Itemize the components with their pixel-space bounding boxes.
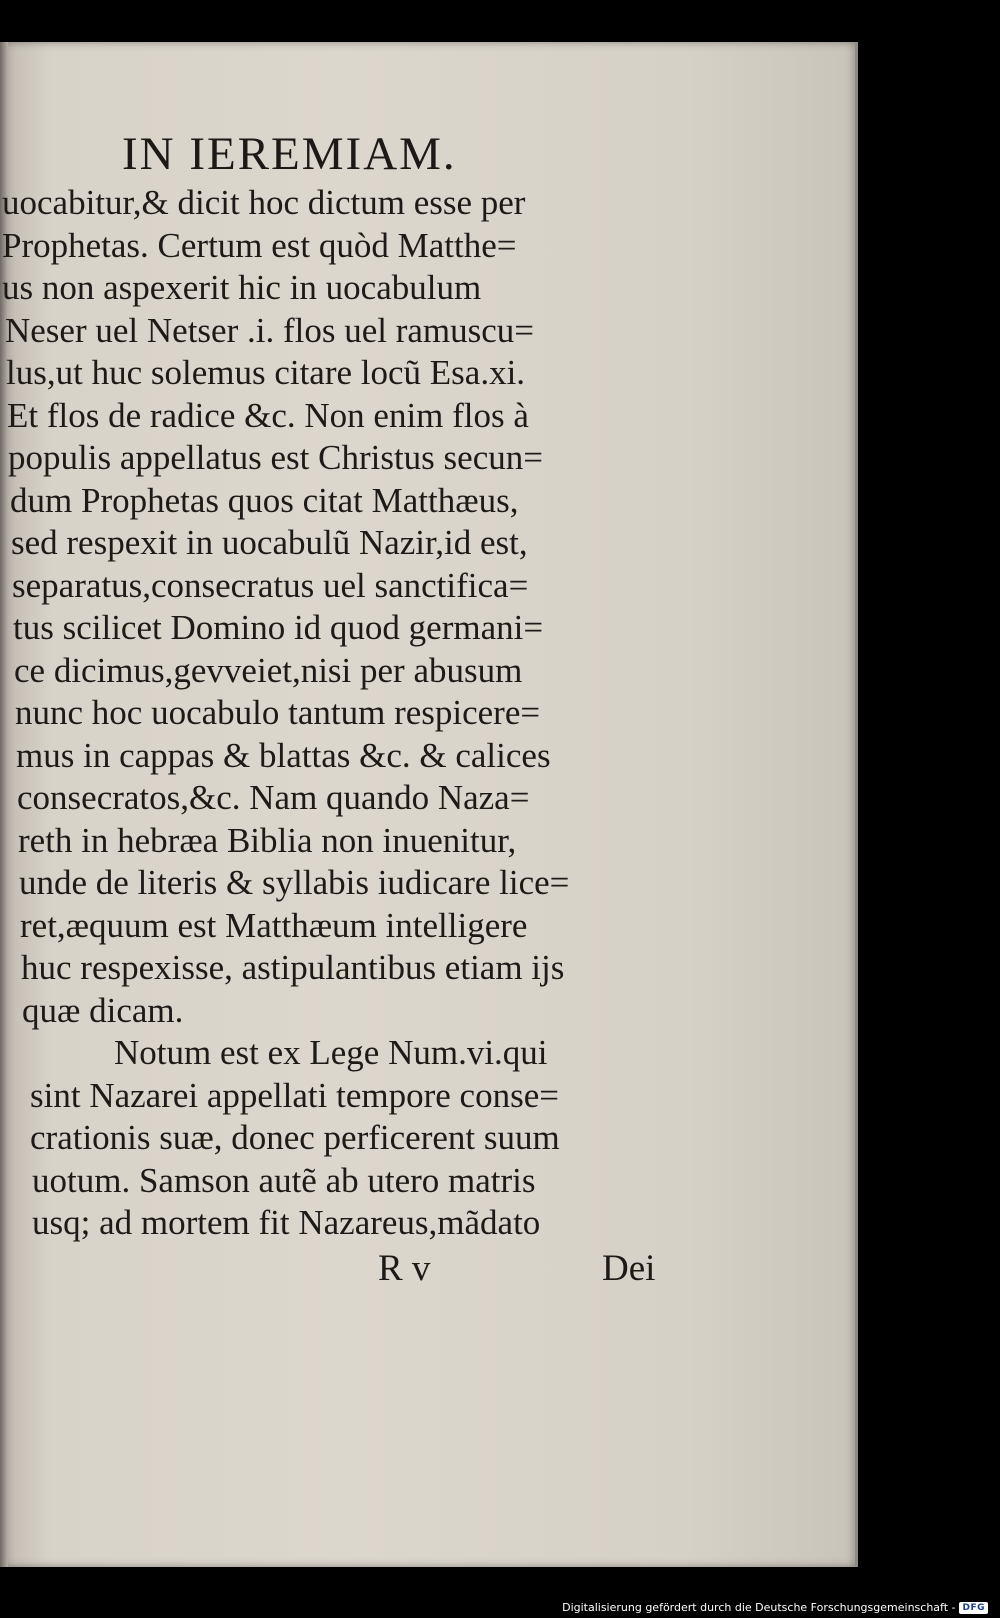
text-line: mus in cappas & blattas &c. & calices (16, 735, 551, 775)
text-line: lus,ut huc solemus citare locũ Esa.xi. (6, 353, 526, 392)
text-line: Et flos de radice &c. Non enim flos à (7, 395, 529, 435)
text-line: populis appellatus est Christus secun= (8, 438, 543, 477)
text-line: ret,æquum est Matthæum intelligere (20, 905, 528, 945)
text-line: unde de literis & syllabis iudicare lice= (19, 863, 570, 902)
text-line: Notum est ex Lege Num.vi.qui (114, 1033, 548, 1072)
text-line: crationis suæ, donec perficerent suum (30, 1118, 560, 1157)
text-line: Prophetas. Certum est quòd Matthe= (2, 225, 517, 265)
text-line: separatus,consecratus uel sanctifica= (12, 565, 529, 605)
digitization-credit (562, 1601, 988, 1614)
text-block (0, 182, 680, 1245)
text-line: us non aspexerit hic in uocabulum (2, 268, 482, 307)
text-line: quæ dicam. (22, 990, 184, 1030)
text-line: tus scilicet Domino id quod germani= (13, 608, 544, 647)
text-line: usq; ad mortem fit Nazareus,mãdato (32, 1203, 541, 1242)
text-line: consecratos,&c. Nam quando Naza= (17, 778, 530, 817)
signature-mark: R v (378, 1248, 431, 1289)
text-line: reth in hebræa Biblia non inuenitur, (18, 820, 517, 860)
running-head: IN IEREMIAM. (122, 128, 457, 180)
book-page (0, 42, 858, 1567)
text-line: nunc hoc uocabulo tantum respicere= (15, 693, 541, 732)
text-line: uocabitur,& dicit hoc dictum esse per (2, 183, 526, 222)
text-line: sed respexit in uocabulũ Nazir,id est, (11, 523, 528, 562)
text-line: Neser uel Netser .i. flos uel ramuscu= (5, 310, 535, 350)
text-line: huc respexisse, astipulantibus etiam ijs (21, 948, 565, 987)
text-line: dum Prophetas quos citat Matthæus, (10, 480, 519, 520)
catchword: Dei (602, 1248, 656, 1289)
dfg-logo: DFG (959, 1602, 988, 1614)
text-line: ce dicimus,gevveiet,nisi per abusum (14, 650, 523, 690)
text-line: sint Nazarei appellati tempore conse= (30, 1075, 559, 1115)
credit-text: Digitalisierung gefördert durch die Deutsche Forschungsgemeinschaft - (562, 1601, 956, 1614)
text-line: uotum. Samson autẽ ab utero matris (32, 1160, 536, 1200)
page-footer (0, 1247, 680, 1297)
